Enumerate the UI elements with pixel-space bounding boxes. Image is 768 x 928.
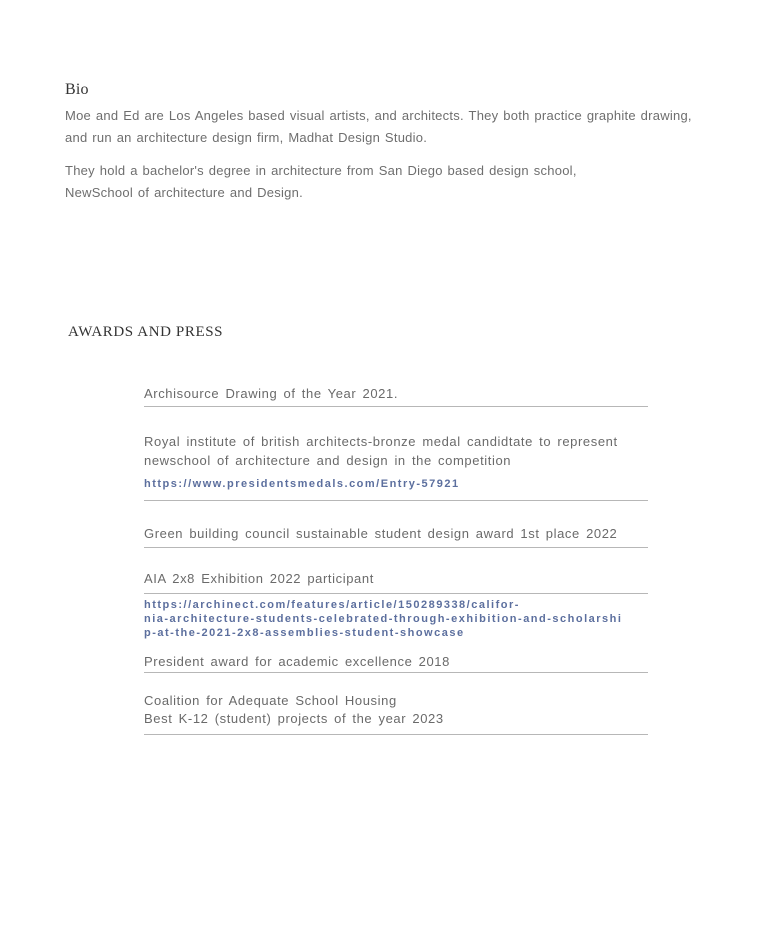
award-title: President award for academic excellence 2018 xyxy=(144,654,450,669)
bio-heading: Bio xyxy=(65,81,89,98)
bio-paragraph-2-line-2: NewSchool of architecture and Design. xyxy=(65,185,303,200)
award-item-archisource xyxy=(144,384,648,407)
award-item-aia-2x8-exhibition xyxy=(144,569,648,594)
awards-heading: AWARDS AND PRESS xyxy=(68,324,224,340)
divider xyxy=(144,593,648,594)
award-item-riba-bronze-medal xyxy=(144,432,648,501)
archinect-link-line-1: https://archinect.com/features/article/150289338/califor- xyxy=(144,599,520,611)
divider xyxy=(144,734,648,735)
award-title-line-2: newschool of architecture and design in the competition xyxy=(144,453,512,468)
divider xyxy=(144,500,648,501)
bio-paragraph-1-line-2: and run an architecture design firm, Madhat Design Studio. xyxy=(65,130,428,145)
archinect-article-link[interactable] xyxy=(144,598,648,640)
divider xyxy=(144,547,648,548)
bio-paragraph-1 xyxy=(65,105,692,149)
bio-paragraph-1-line-1: Moe and Ed are Los Angeles based visual artists, and architects. They both practice graphite drawing, xyxy=(65,108,692,123)
presidentsmedals-link[interactable]: https://www.presidentsmedals.com/Entry-57921 xyxy=(144,478,460,490)
award-title-line-2: Best K-12 (student) projects of the year 2023 xyxy=(144,711,444,726)
award-title xyxy=(144,432,648,470)
bio-paragraph-2-line-1: They hold a bachelor's degree in architecture from San Diego based design school, xyxy=(65,163,577,178)
award-title: Archisource Drawing of the Year 2021. xyxy=(144,386,399,401)
archinect-link-line-2: nia-architecture-students-celebrated-through-exhibition-and-scholarshi xyxy=(144,613,623,625)
bio-paragraph-2 xyxy=(65,160,577,204)
award-item-cash-best-k12 xyxy=(144,692,648,735)
award-title: AIA 2x8 Exhibition 2022 participant xyxy=(144,571,374,586)
award-item-green-building-council xyxy=(144,524,648,548)
archinect-link-line-3: p-at-the-2021-2x8-assemblies-student-showcase xyxy=(144,627,465,639)
divider xyxy=(144,672,648,673)
award-title: Green building council sustainable student design award 1st place 2022 xyxy=(144,526,618,541)
award-title-line-1: Coalition for Adequate School Housing xyxy=(144,693,397,708)
award-title-line-1: Royal institute of british architects-bronze medal candidtate to represent xyxy=(144,434,618,449)
divider xyxy=(144,406,648,407)
award-title xyxy=(144,692,648,728)
award-item-archinect-president-award xyxy=(144,598,648,673)
